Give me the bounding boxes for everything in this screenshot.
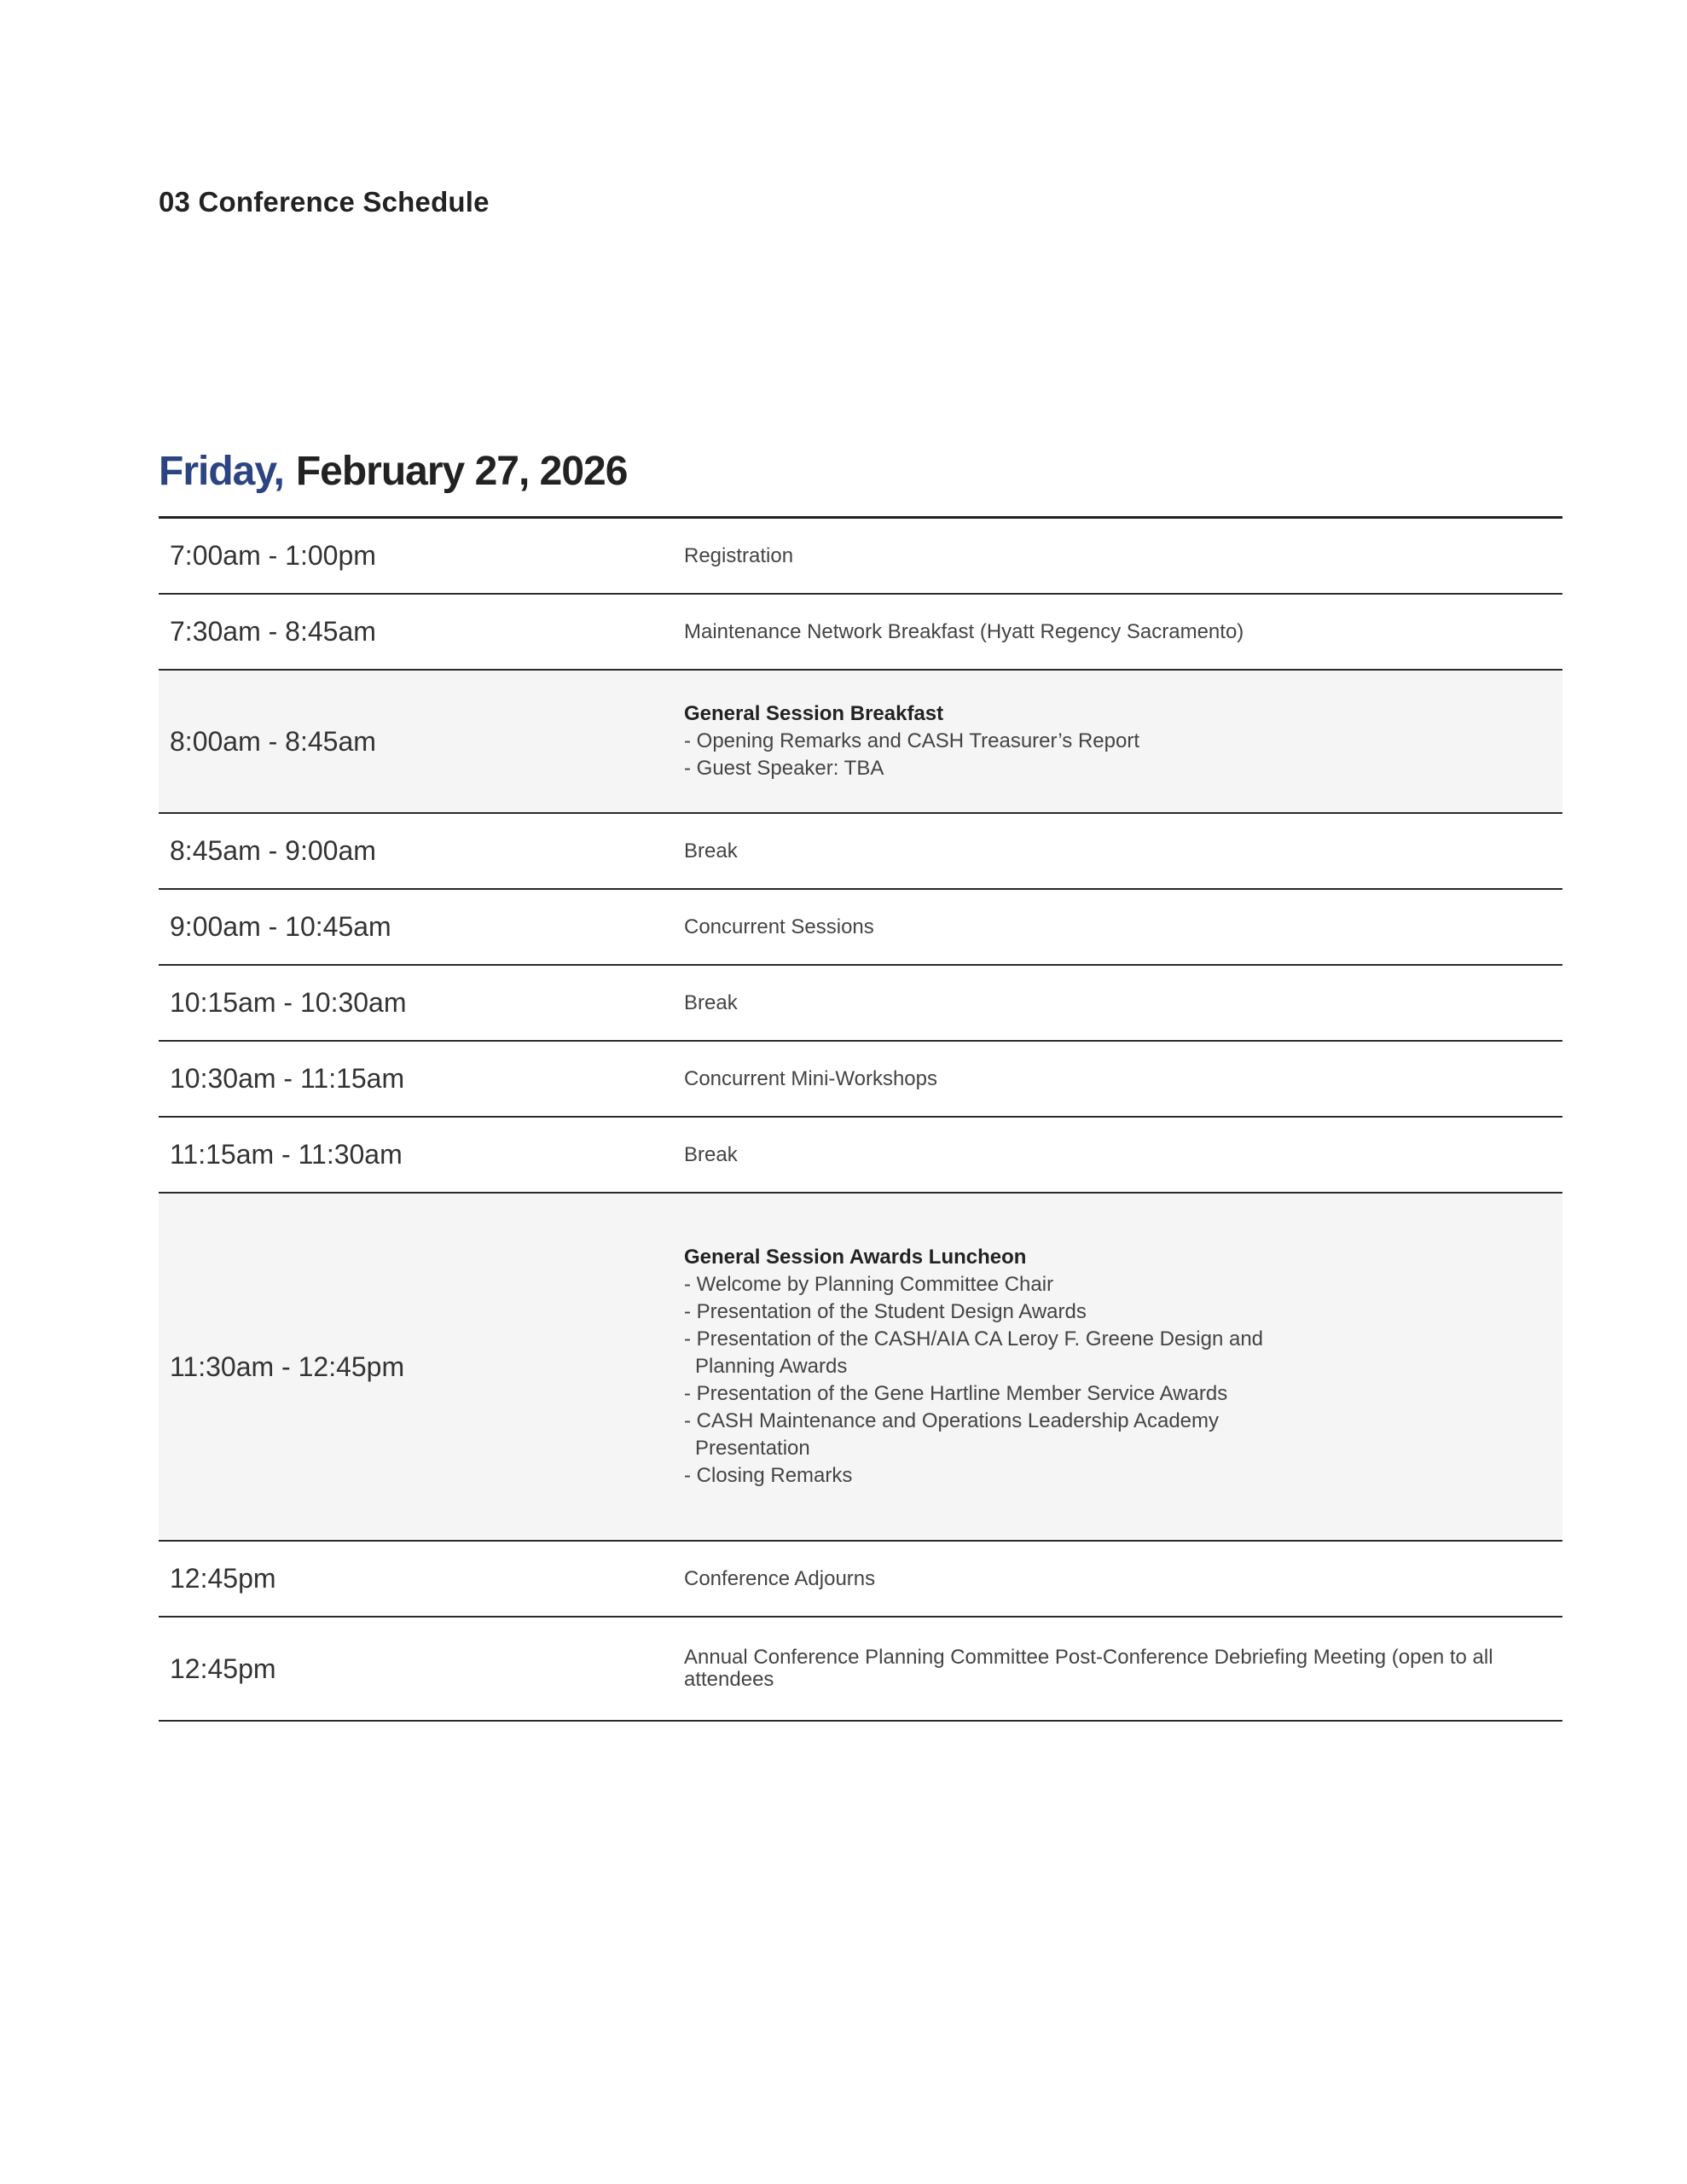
session-item: - Presentation of the Student Design Awards [684,1300,1087,1323]
schedule-row [159,1118,1562,1194]
schedule-time: 12:45pm [170,1653,276,1684]
session-title: General Session Breakfast [684,702,944,725]
schedule-description [684,700,1562,782]
schedule-description: Maintenance Network Breakfast (Hyatt Regency Sacramento) [684,619,1244,643]
schedule-time: 12:45pm [170,1563,276,1594]
day-date: February 27, 2026 [295,449,628,494]
schedule-time: 11:15am - 11:30am [170,1139,403,1170]
schedule-row [159,1542,1562,1618]
session-item: - Guest Speaker: TBA [684,757,884,780]
schedule-row [159,595,1562,671]
schedule-description: Break [684,839,738,863]
schedule-time: 7:00am - 1:00pm [170,540,376,571]
session-item: - Closing Remarks [684,1464,853,1487]
schedule-description: Annual Conference Planning Committee Post-Conference Debriefing Meeting (open to all attendees [684,1646,1493,1691]
schedule-description: Concurrent Mini-Workshops [684,1066,937,1090]
schedule-row [159,890,1562,966]
session-title: General Session Awards Luncheon [684,1246,1027,1269]
session-item: - Opening Remarks and CASH Treasurer’s Report [684,729,1139,752]
session-item: - Welcome by Planning Committee Chair [684,1273,1054,1296]
schedule-table [159,516,1562,1722]
schedule-time: 8:45am - 9:00am [170,835,376,866]
session-item: Planning Awards [695,1355,848,1378]
schedule-time: 9:00am - 10:45am [170,911,391,942]
schedule-time: 10:30am - 11:15am [170,1063,405,1094]
schedule-row [159,966,1562,1042]
schedule-time: 7:30am - 8:45am [170,616,376,647]
schedule-row [159,1042,1562,1118]
section-label: 03 Conference Schedule [159,186,490,218]
schedule-row [159,1618,1562,1722]
schedule-description: Break [684,1142,738,1166]
schedule-time: 8:00am - 8:45am [170,725,376,757]
session-item: - Presentation of the CASH/AIA CA Leroy F. Greene Design and [684,1327,1264,1350]
schedule-row [159,519,1562,595]
session-item: Presentation [695,1437,810,1460]
day-heading [159,448,627,495]
session-item: - CASH Maintenance and Operations Leadership Academy [684,1409,1220,1432]
schedule-time: 10:15am - 10:30am [170,987,407,1018]
schedule-description: Conference Adjourns [684,1566,876,1590]
schedule-row-awards-luncheon [159,1194,1562,1542]
schedule-time: 11:30am - 12:45pm [170,1350,405,1382]
schedule-description [684,1244,1562,1490]
schedule-description: Registration [684,543,794,567]
day-name: Friday, [159,449,284,494]
session-item: - Presentation of the Gene Hartline Member Service Awards [684,1382,1228,1405]
schedule-description: Concurrent Sessions [684,915,874,938]
schedule-row [159,814,1562,890]
schedule-description: Break [684,990,738,1014]
schedule-row-general-session-breakfast [159,671,1562,814]
